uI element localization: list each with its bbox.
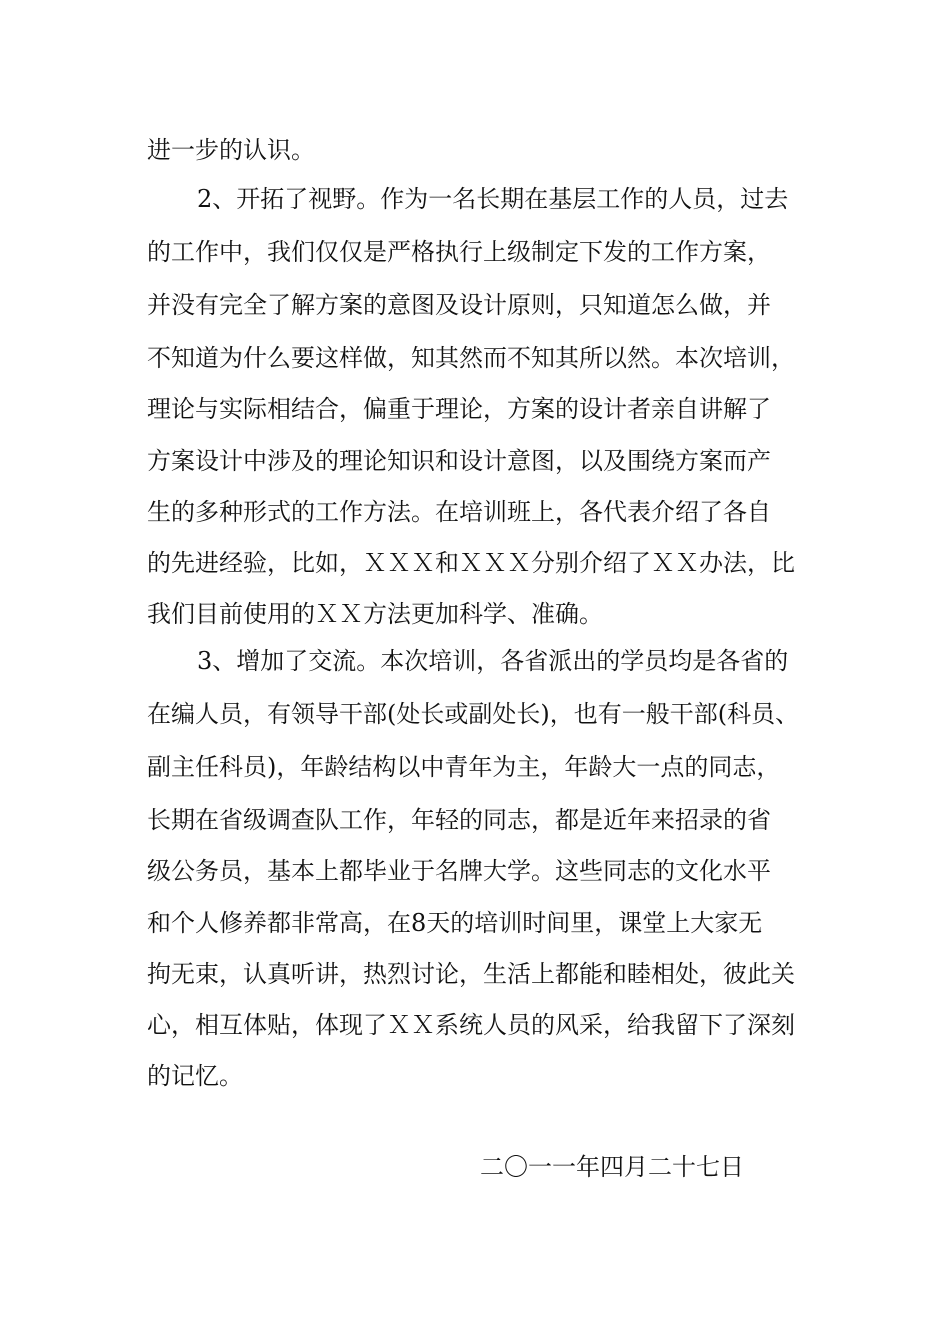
text-line: 心，相互体贴，体现了ＸＸ系统人员的风采，给我留下了深刻 xyxy=(147,1011,795,1039)
text-line: 生的多种形式的工作方法。在培训班上，各代表介绍了各自 xyxy=(147,498,771,526)
text-line: 长期在省级调查队工作，年轻的同志，都是近年来招录的省 xyxy=(147,806,771,834)
text-line: 的记忆。 xyxy=(147,1062,243,1090)
text-line: 3、增加了交流。本次培训，各省派出的学员均是各省的 xyxy=(197,647,789,675)
text-line: 在编人员，有领导干部(处长或副处长)，也有一般干部(科员、 xyxy=(147,700,800,728)
text-line: 的先进经验，比如，ＸＸＸ和ＸＸＸ分别介绍了ＸＸ办法，比 xyxy=(147,549,795,577)
text-line: 级公务员，基本上都毕业于名牌大学。这些同志的文化水平 xyxy=(147,857,771,885)
text-line: 我们目前使用的ＸＸ方法更加科学、准确。 xyxy=(147,600,603,628)
text-line: 2、开拓了视野。作为一名长期在基层工作的人员，过去 xyxy=(197,185,789,213)
text-line: 和个人修养都非常高，在8天的培训时间里，课堂上大家无 xyxy=(147,909,763,937)
text-line: 的工作中，我们仅仅是严格执行上级制定下发的工作方案， xyxy=(147,238,771,266)
document-date: 二〇一一年四月二十七日 xyxy=(480,1153,744,1181)
text-line: 理论与实际相结合，偏重于理论，方案的设计者亲自讲解了 xyxy=(147,395,771,423)
text-line: 进一步的认识。 xyxy=(147,136,315,164)
text-line: 并没有完全了解方案的意图及设计原则，只知道怎么做，并 xyxy=(147,291,771,319)
text-line: 方案设计中涉及的理论知识和设计意图，以及围绕方案而产 xyxy=(147,447,771,475)
text-line: 副主任科员)，年龄结构以中青年为主，年龄大一点的同志， xyxy=(147,753,781,781)
text-line: 拘无束，认真听讲，热烈讨论，生活上都能和睦相处，彼此关 xyxy=(147,960,795,988)
text-line: 不知道为什么要这样做，知其然而不知其所以然。本次培训， xyxy=(147,344,795,372)
